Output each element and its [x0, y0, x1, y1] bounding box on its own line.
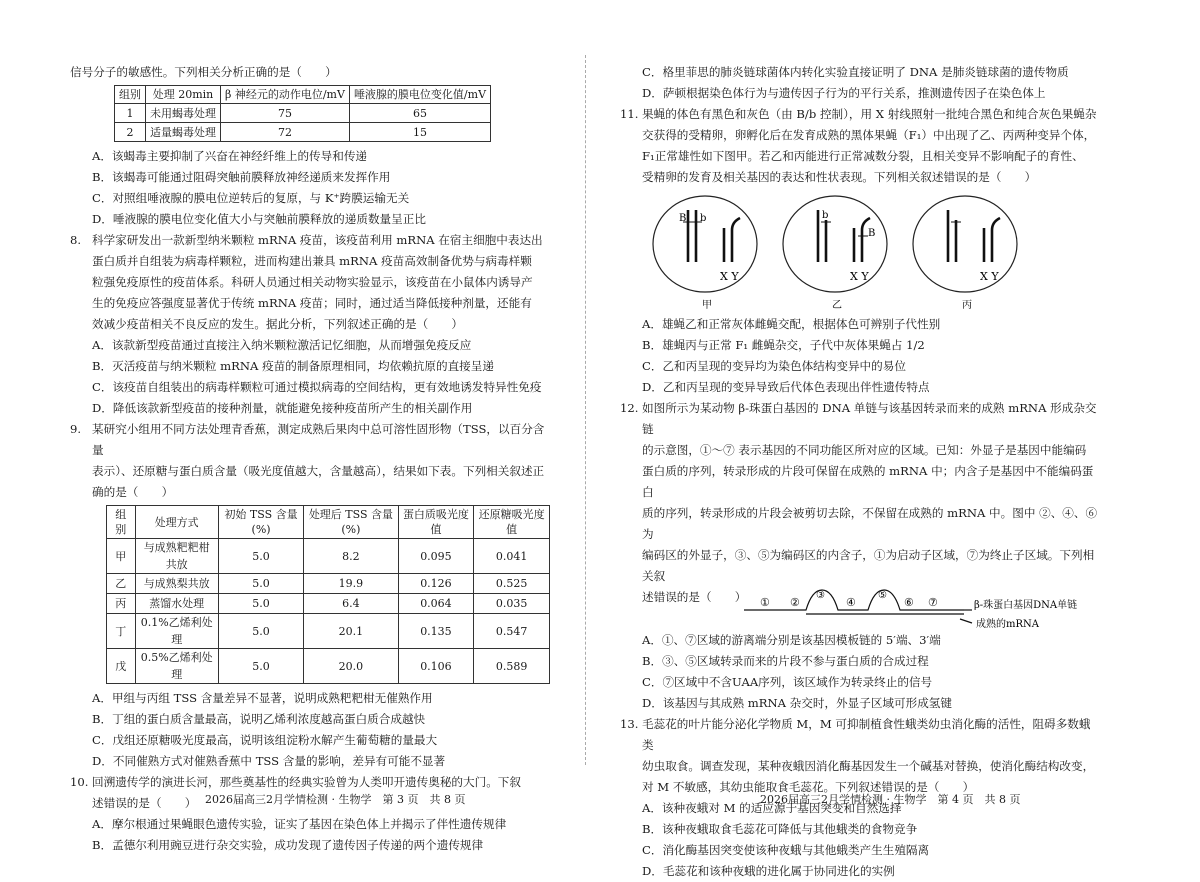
q9-table-cell: 与成熟粑粑柑共放 — [135, 539, 218, 574]
jia-caption: 甲 — [702, 300, 712, 311]
stem-line: 对 M 不敏感，其幼虫能取食毛蕊花。下列叙述错误的是（ ） — [642, 780, 975, 794]
stem-line: 幼虫取食。调查发现，某种夜蛾因消化酶基因发生一个碱基对替换，使消化酶结构改变， — [642, 759, 1095, 773]
yi-allele-B: B — [868, 228, 876, 239]
option-item: C．消化酶基因突变使该种夜蛾与其他蛾类产生生殖隔离 — [642, 843, 930, 857]
q9-table-cell: 0.126 — [398, 574, 474, 594]
q9-table-cell: 20.0 — [304, 649, 398, 684]
table-row — [107, 614, 550, 649]
q11-chromosome-figure — [620, 192, 1100, 312]
region-2: ② — [790, 596, 800, 609]
option-item: C．对照组唾液腺的膜电位逆转后的复原，与 K⁺跨膜运输无关 — [92, 191, 410, 205]
option-item: D．唾液腺的膜电位变化值大小与突触前膜释放的递质数量呈正比 — [92, 212, 426, 226]
q7-table-cell: 15 — [349, 123, 490, 142]
q12-number: 12. — [620, 401, 639, 415]
option-item: D．不同催熟方式对催熟香蕉中 TSS 含量的影响，差异有可能不显著 — [92, 754, 446, 768]
option-item: D．降低该款新型疫苗的接种剂量，就能避免接种疫苗所产生的相关副作用 — [92, 401, 473, 415]
option-item: D．该基因与其成熟 mRNA 杂交时，外显子区域可形成氢键 — [642, 696, 952, 710]
stem-line: 粒强免疫原性的疫苗体系。科研人员通过相关动物实验显示，该疫苗在小鼠体内诱导产 — [92, 275, 533, 289]
jia-allele-b: b — [700, 213, 707, 224]
region-7: ⑦ — [928, 596, 938, 609]
q9-table-cell: 0.525 — [474, 574, 550, 594]
q9-table-cell: 戊 — [107, 649, 136, 684]
yi-caption: 乙 — [832, 300, 842, 311]
q9-table-cell: 与成熟梨共放 — [135, 574, 218, 594]
q9-table-cell: 0.589 — [474, 649, 550, 684]
stem-line: 确的是（ ） — [92, 485, 174, 499]
q11-first-line: 果蝇的体色有黑色和灰色（由 B/b 控制），用 X 射线照射一批纯合黑色和纯合灰色果蝇杂 — [642, 107, 1097, 121]
q9-table-header-cell: 处理后 TSS 含量(%) — [304, 506, 398, 539]
option-item: A．摩尔根通过果蝇眼色遗传实验，证实了基因在染色体上并揭示了伴性遗传规律 — [92, 817, 507, 831]
table-row — [107, 539, 550, 574]
q9-table-cell: 0.041 — [474, 539, 550, 574]
yi-allele-b: b — [822, 210, 829, 221]
q9-number: 9. — [70, 422, 82, 436]
option-item: D．乙和丙呈现的变异导致后代体色表现出伴性遗传特点 — [642, 380, 930, 394]
option-item: B．灭活疫苗与纳米颗粒 mRNA 疫苗的制备原理相同，均依赖抗原的直接呈递 — [92, 359, 494, 373]
option-item: C．⑦区域中不含UAA序列，该区域作为转录终止的信号 — [642, 675, 933, 689]
q10-options-right — [620, 62, 1100, 104]
q7-table-cell: 72 — [221, 123, 350, 142]
stem-line: 效减少疫苗相关不良反应的发生。据此分析，下列叙述正确的是（ ） — [92, 317, 464, 331]
q9-table-header-cell: 还原糖吸光度值 — [474, 506, 550, 539]
option-item: C．该疫苗自组装出的病毒样颗粒可通过模拟病毒的空间结构，更有效地诱发特异性免疫 — [92, 380, 542, 394]
mrna-pointer — [960, 619, 972, 623]
q11-stem-lines — [620, 125, 1100, 188]
q12-options — [620, 630, 1100, 714]
q7-table-cell: 1 — [115, 104, 146, 123]
stem-line: 交获得的受精卵，卵孵化后在发育成熟的黑体果蝇（F₁）中出现了乙、丙两种变异个体， — [642, 128, 1096, 142]
q9-table-cell: 蒸馏水处理 — [135, 594, 218, 614]
table-row — [115, 123, 491, 142]
region-4: ④ — [846, 596, 856, 609]
stem-line: 受精卵的发育及相关基因的表达和性状表现。下列相关叙述错误的是（ ） — [642, 170, 1037, 184]
dna-strand-label: β-珠蛋白基因DNA单链 — [974, 600, 1078, 611]
q9-table-header-cell: 初始 TSS 含量(%) — [218, 506, 303, 539]
option-item: C．格里菲思的肺炎链球菌体内转化实验直接证明了 DNA 是肺炎链球菌的遗传物质 — [642, 65, 1069, 79]
option-item: A．甲组与丙组 TSS 含量差异不显著，说明成熟粑粑柑无催熟作用 — [92, 691, 433, 705]
q12-stem-lines — [620, 440, 1100, 608]
option-item: B．该种夜蛾取食毛蕊花可降低与其他蛾类的食物竞争 — [642, 822, 918, 836]
q7-table-cell: 2 — [115, 123, 146, 142]
q8-stem — [70, 230, 550, 251]
q9-table-cell: 乙 — [107, 574, 136, 594]
table-row — [107, 574, 550, 594]
stem-line: 生的免疫应答强度显著优于传统 mRNA 疫苗；同时，通过适当降低接种剂量，还能有 — [92, 296, 532, 310]
cell-circle-bing — [913, 196, 1017, 292]
q9-table-header-cell: 蛋白质吸光度值 — [398, 506, 474, 539]
q12-first-line: 如图所示为某动物 β-珠蛋白基因的 DNA 单链与该基因转录而来的成熟 mRNA 形成杂交链 — [642, 401, 1097, 436]
jia-xy-label: X Y — [720, 270, 739, 283]
q9-table — [106, 505, 550, 684]
q7-table-header-cell: 唾液腺的膜电位变化值/mV — [349, 86, 490, 104]
stem-line: 述错误的是（ ） — [92, 796, 197, 810]
q11-options — [620, 314, 1100, 398]
q8-stem-lines — [70, 251, 550, 335]
q9-table-cell: 19.9 — [304, 574, 398, 594]
q9-stem — [70, 419, 550, 461]
footer-left: 2026届高三2月学情检测 · 生物学 第 3 页 共 8 页 — [205, 793, 466, 806]
q9-table-cell: 丙 — [107, 594, 136, 614]
q10-options-left — [70, 814, 550, 856]
table-row — [107, 649, 550, 684]
option-item: A．该蝎毒主要抑制了兴奋在神经纤维上的传导和传递 — [92, 149, 368, 163]
q9-table-header-cell: 组别 — [107, 506, 136, 539]
q9-table-cell: 0.106 — [398, 649, 474, 684]
q9-table-cell: 6.4 — [304, 594, 398, 614]
bing-chromosomes — [948, 210, 1000, 262]
q7-table-header-cell: β 神经元的动作电位/mV — [221, 86, 350, 104]
mrna-label: 成熟的mRNA — [976, 619, 1039, 628]
stem-line: 述错误的是（ ） — [642, 590, 747, 604]
q10-stem — [70, 772, 550, 793]
option-item: B．丁组的蛋白质含量最高，说明乙烯利浓度越高蛋白质合成越快 — [92, 712, 426, 726]
option-item: A．该种夜蛾对 M 的适应源于基因突变和自然选择 — [642, 801, 902, 815]
bing-caption: 丙 — [962, 300, 972, 311]
q7-options — [70, 146, 550, 230]
jia-chromosomes — [688, 210, 740, 262]
q11-stem — [620, 104, 1100, 125]
q9-table-cell: 0.5%乙烯利处理 — [135, 649, 218, 684]
stem-line: 蛋白质的序列，转录形成的片段可保留在成熟的 mRNA 中；内含子是基因中不能编码蛋白 — [642, 464, 1094, 499]
q12-stem — [620, 398, 1100, 440]
yi-xy-label: X Y — [850, 270, 869, 283]
option-item: B．③、⑤区域转录而来的片段不参与蛋白质的合成过程 — [642, 654, 929, 668]
q9-stem-lines — [70, 461, 550, 503]
q9-table-cell: 0.1%乙烯利处理 — [135, 614, 218, 649]
table-row — [107, 594, 550, 614]
q7-table — [114, 85, 491, 142]
q9-table-cell: 0.135 — [398, 614, 474, 649]
region-5: ⑤ — [878, 590, 887, 601]
option-item: C．乙和丙呈现的变异均为染色体结构变异中的易位 — [642, 359, 906, 373]
stem-line: 质的序列，转录形成的片段会被剪切去除，不保留在成熟的 mRNA 中。图中 ②、④、⑥为 — [642, 506, 1098, 541]
table-row — [115, 104, 491, 123]
q9-table-header-row — [107, 506, 550, 539]
q9-table-cell: 0.547 — [474, 614, 550, 649]
q13-stem — [620, 714, 1100, 756]
q7-continuation: 信号分子的敏感性。下列相关分析正确的是（ ） — [70, 65, 337, 79]
option-item: A．①、⑦区域的游离端分别是该基因模板链的 5′端、3′端 — [642, 633, 941, 647]
option-item: A．该款新型疫苗通过直接注入纳米颗粒激活记忆细胞，从而增强免疫反应 — [92, 338, 472, 352]
page-divider — [585, 55, 586, 765]
q9-table-cell: 甲 — [107, 539, 136, 574]
option-item: C．戊组还原糖吸光度最高，说明该组淀粉水解产生葡萄糖的量最大 — [92, 733, 438, 747]
q13-options — [620, 798, 1100, 882]
stem-line: 的示意图，①～⑦ 表示基因的不同功能区所对应的区域。已知：外显子是基因中能编码 — [642, 443, 1087, 457]
cell-circle-jia — [653, 196, 757, 292]
q7-table-cell: 75 — [221, 104, 350, 123]
q7-table-cell: 适量蝎毒处理 — [146, 123, 221, 142]
q9-table-cell: 0.095 — [398, 539, 474, 574]
q8-first-line: 科学家研发出一款新型纳米颗粒 mRNA 疫苗，该疫苗利用 mRNA 在宿主细胞中表达出 — [92, 233, 543, 247]
right-page — [620, 62, 1100, 882]
q9-table-cell: 丁 — [107, 614, 136, 649]
q13-first-line: 毛蕊花的叶片能分泌化学物质 M，M 可抑制植食性蛾类幼虫消化酶的活性，阻碍多数蛾类 — [642, 717, 1091, 752]
option-item: B．孟德尔利用豌豆进行杂交实验，成功发现了遗传因子传递的两个遗传规律 — [92, 838, 484, 852]
stem-line: 表示）、还原糖与蛋白质含量（吸光度值越大，含量越高），结果如下表。下列相关叙述正 — [92, 464, 545, 478]
q9-table-cell: 5.0 — [218, 539, 303, 574]
q9-table-cell: 0.035 — [474, 594, 550, 614]
q7-table-cell: 未用蝎毒处理 — [146, 104, 221, 123]
option-item: B．该蝎毒可能通过阻碍突触前膜释放神经递质来发挥作用 — [92, 170, 391, 184]
q11-number: 11. — [620, 107, 639, 121]
region-3: ③ — [816, 590, 825, 601]
q9-table-cell: 0.064 — [398, 594, 474, 614]
q8-number: 8. — [70, 233, 82, 247]
region-1: ① — [760, 596, 770, 609]
q9-options — [70, 688, 550, 772]
q9-table-cell: 8.2 — [304, 539, 398, 574]
q7-table-header-row — [115, 86, 491, 104]
q9-table-header-cell: 处理方式 — [135, 506, 218, 539]
option-item: D．毛蕊花和该种夜蛾的进化属于协同进化的实例 — [642, 864, 895, 878]
jia-allele-B: B — [679, 213, 687, 224]
q9-table-cell: 5.0 — [218, 614, 303, 649]
region-6: ⑥ — [904, 596, 914, 609]
footer-right: 2026届高三2月学情检测 · 生物学 第 4 页 共 8 页 — [760, 793, 1021, 806]
q13-number: 13. — [620, 717, 639, 731]
stem-line: F₁正常雄性如下图甲。若乙和丙能进行正常减数分裂，且相关变异不影响配子的育性、 — [642, 149, 1084, 163]
bing-xy-label: X Y — [980, 270, 999, 283]
q7-table-header-cell: 组别 — [115, 86, 146, 104]
q8-options — [70, 335, 550, 419]
stem-line: 蛋白质并自组装为病毒样颗粒，进而构建出兼具 mRNA 疫苗高效制备优势与病毒样颗 — [92, 254, 532, 268]
option-item: A．雄蝇乙和正常灰体雌蝇交配，根据体色可辨别子代性别 — [642, 317, 941, 331]
q9-table-cell: 5.0 — [218, 574, 303, 594]
q7-table-header-cell: 处理 20min — [146, 86, 221, 104]
q9-table-cell: 5.0 — [218, 594, 303, 614]
q7-table-cell: 65 — [349, 104, 490, 123]
q10-number: 10. — [70, 775, 89, 789]
q9-table-cell: 20.1 — [304, 614, 398, 649]
option-item: D．萨顿根据染色体行为与遗传因子行为的平行关系，推测遗传因子在染色体上 — [642, 86, 1046, 100]
option-item: B．雄蝇丙与正常 F₁ 雌蝇杂交，子代中灰体果蝇占 1/2 — [642, 338, 925, 352]
cell-circle-yi — [783, 196, 887, 292]
q9-first-line: 某研究小组用不同方法处理青香蕉，测定成熟后果肉中总可溶性固形物（TSS，以百分含量 — [92, 422, 545, 457]
q10-first-line: 回溯遗传学的演进长河，那些奠基性的经典实验曾为人类叩开遗传奥秘的大门。下叙 — [92, 775, 521, 789]
stem-line: 编码区的外显子，③、⑤为编码区的内含子，①为启动子区域，⑦为终止子区域。下列相关叙 — [642, 548, 1095, 583]
q9-table-cell: 5.0 — [218, 649, 303, 684]
left-page — [70, 62, 550, 856]
